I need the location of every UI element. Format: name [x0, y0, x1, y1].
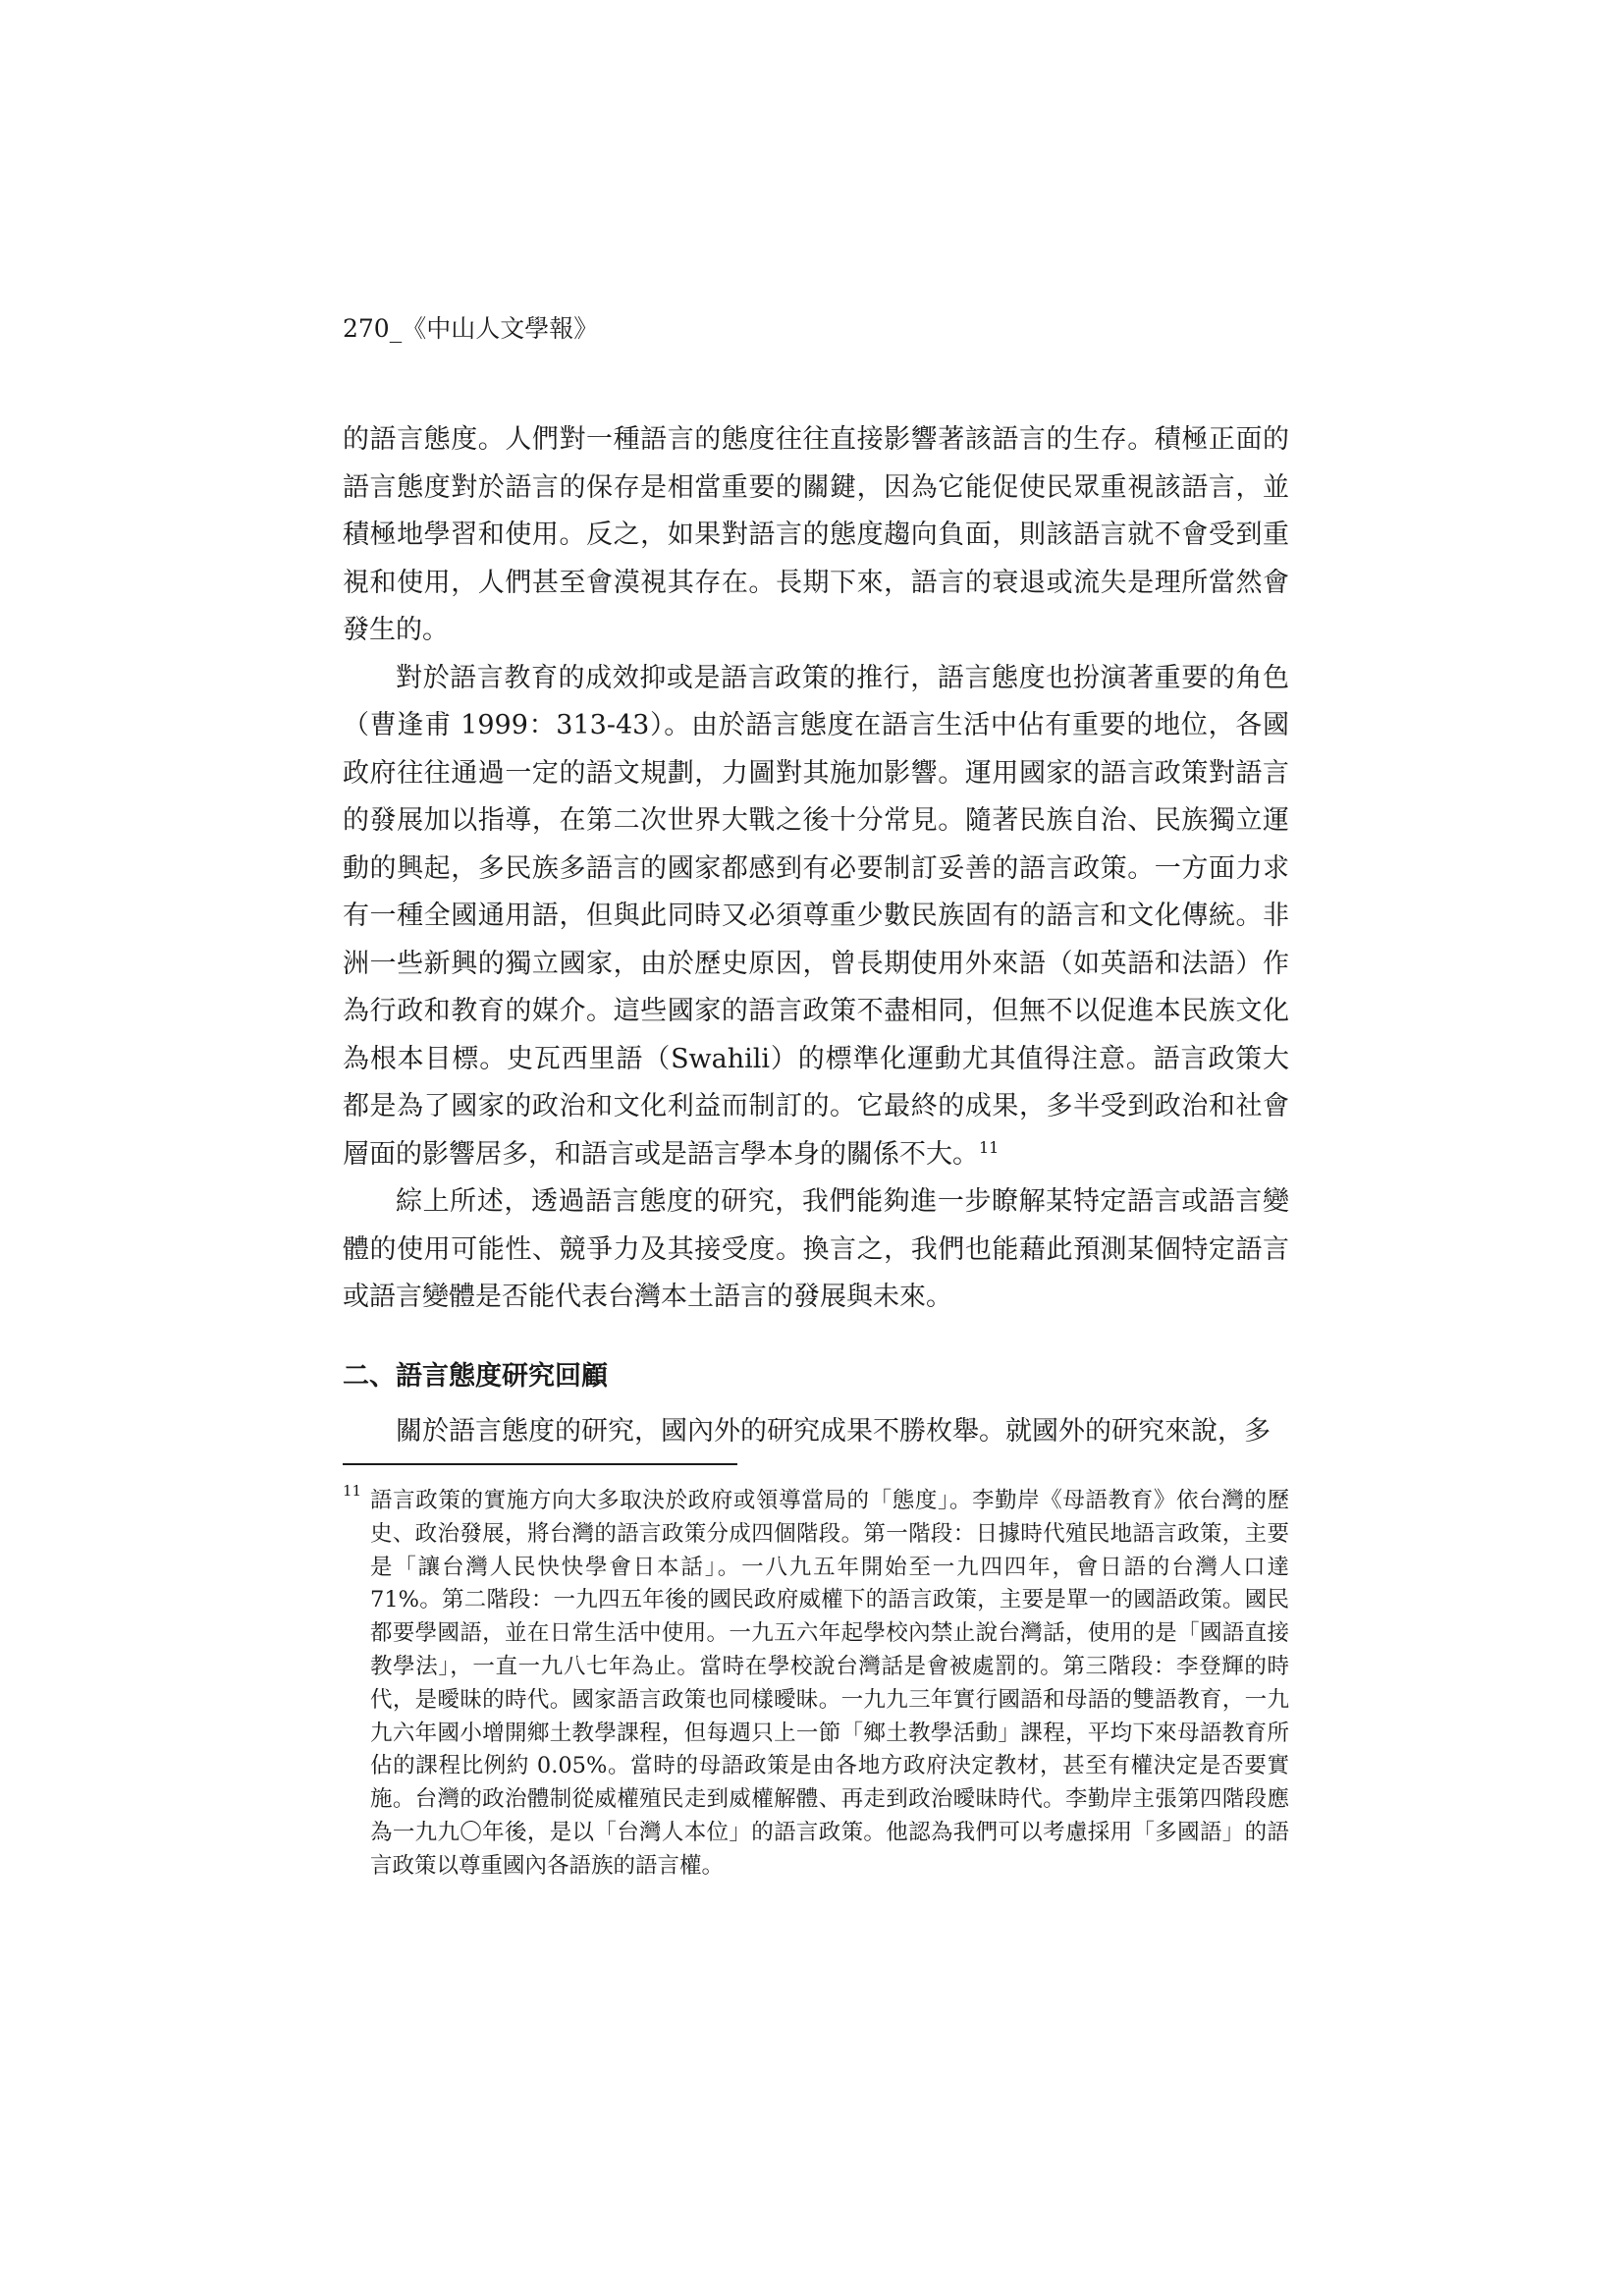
footnote-divider	[343, 1463, 737, 1465]
footnote-text: 語言政策的實施方向大多取決於政府或領導當局的「態度」。李勤岸《母語教育》依台灣的歷史、政治發展，將台灣的語言政策分成四個階段。第一階段：日據時代殖民地語言政策，主要是「讓台灣人民快快學會日本話」。一八九五年開始至一九四四年，會日語的台灣人口達 71%。第二階段：一九四五年後的國民政府威權下的語言政策，主要是單一的國語政策。國民都要學國語，並在日常生活中使用。一九五六年起學校內禁止說台灣話，使用的是「國語直接教學法」，一直一九八七年為止。當時在學校說台灣話是會被處罰的。第三階段：李登輝的時代，是曖昧的時代。國家語言政策也同樣曖昧。一九九三年實行國語和母語的雙語教育，一九九六年國小增開鄉土教學課程，但每週只上一節「鄉土教學活動」課程，平均下來母語教育所佔的課程比例約 0.05%。當時的母語政策是由各地方政府決定教材，甚至有權決定是否要實施。台灣的政治體制從威權殖民走到威權解體、再走到政治曖昧時代。李勤岸主張第四階段應為一九九〇年後，是以「台灣人本位」的語言政策。他認為我們可以考慮採用「多國語」的語言政策以尊重國內各語族的語言權。	[370, 1488, 1289, 1879]
paragraph-summary: 綜上所述，透過語言態度的研究，我們能夠進一步瞭解某特定語言或語言變體的使用可能性、競爭力及其接受度。換言之，我們也能藉此預測某個特定語言或語言變體是否能代表台灣本土語言的發展與未來。	[343, 1186, 1289, 1312]
paragraph-section-start: 關於語言態度的研究，國內外的研究成果不勝枚舉。就國外的研究來說，多	[396, 1415, 1271, 1447]
paragraph-language-policy-text: 對於語言教育的成效抑或是語言政策的推行，語言態度也扮演著重要的角色（曹逢甫 1999：313-43）。由於語言態度在語言生活中佔有重要的地位，各國政府往往通過一定的語文規劃，力圖對其施加影響。運用國家的語言政策對語言的發展加以指導，在第二次世界大戰之後十分常見。隨著民族自治、民族獨立運動的興起，多民族多語言的國家都感到有必要制訂妥善的語言政策。一方面力求有一種全國通用語，但與此同時又必須尊重少數民族固有的語言和文化傳統。非洲一些新興的獨立國家，由於歷史原因，曾長期使用外來語（如英語和法語）作為行政和教育的媒介。這些國家的語言政策不盡相同，但無不以促進本民族文化為根本目標。史瓦西里語（Swahili）的標準化運動尤其值得注意。語言政策大都是為了國家的政治和文化利益而制訂的。它最終的成果，多半受到政治和社會層面的影響居多，和語言或是語言學本身的關係不大。	[343, 662, 1289, 1170]
running-head: 270_《中山人文學報》	[343, 314, 599, 343]
body-text	[343, 416, 1289, 1455]
footnote-number: 11	[343, 1482, 362, 1500]
paragraph-continued: 的語言態度。人們對一種語言的態度往往直接影響著該語言的生存。積極正面的語言態度對於語言的保存是相當重要的關鍵，因為它能促使民眾重視該語言，並積極地學習和使用。反之，如果對語言的態度趨向負面，則該語言就不會受到重視和使用，人們甚至會漠視其存在。長期下來，語言的衰退或流失是理所當然會發生的。	[343, 424, 1289, 645]
footnote-reference[interactable]: 11	[979, 1137, 1000, 1157]
section-heading: 二、語言態度研究回顧	[343, 1360, 608, 1392]
footnote	[343, 1482, 1289, 1884]
paragraph-language-policy	[343, 655, 1289, 1179]
